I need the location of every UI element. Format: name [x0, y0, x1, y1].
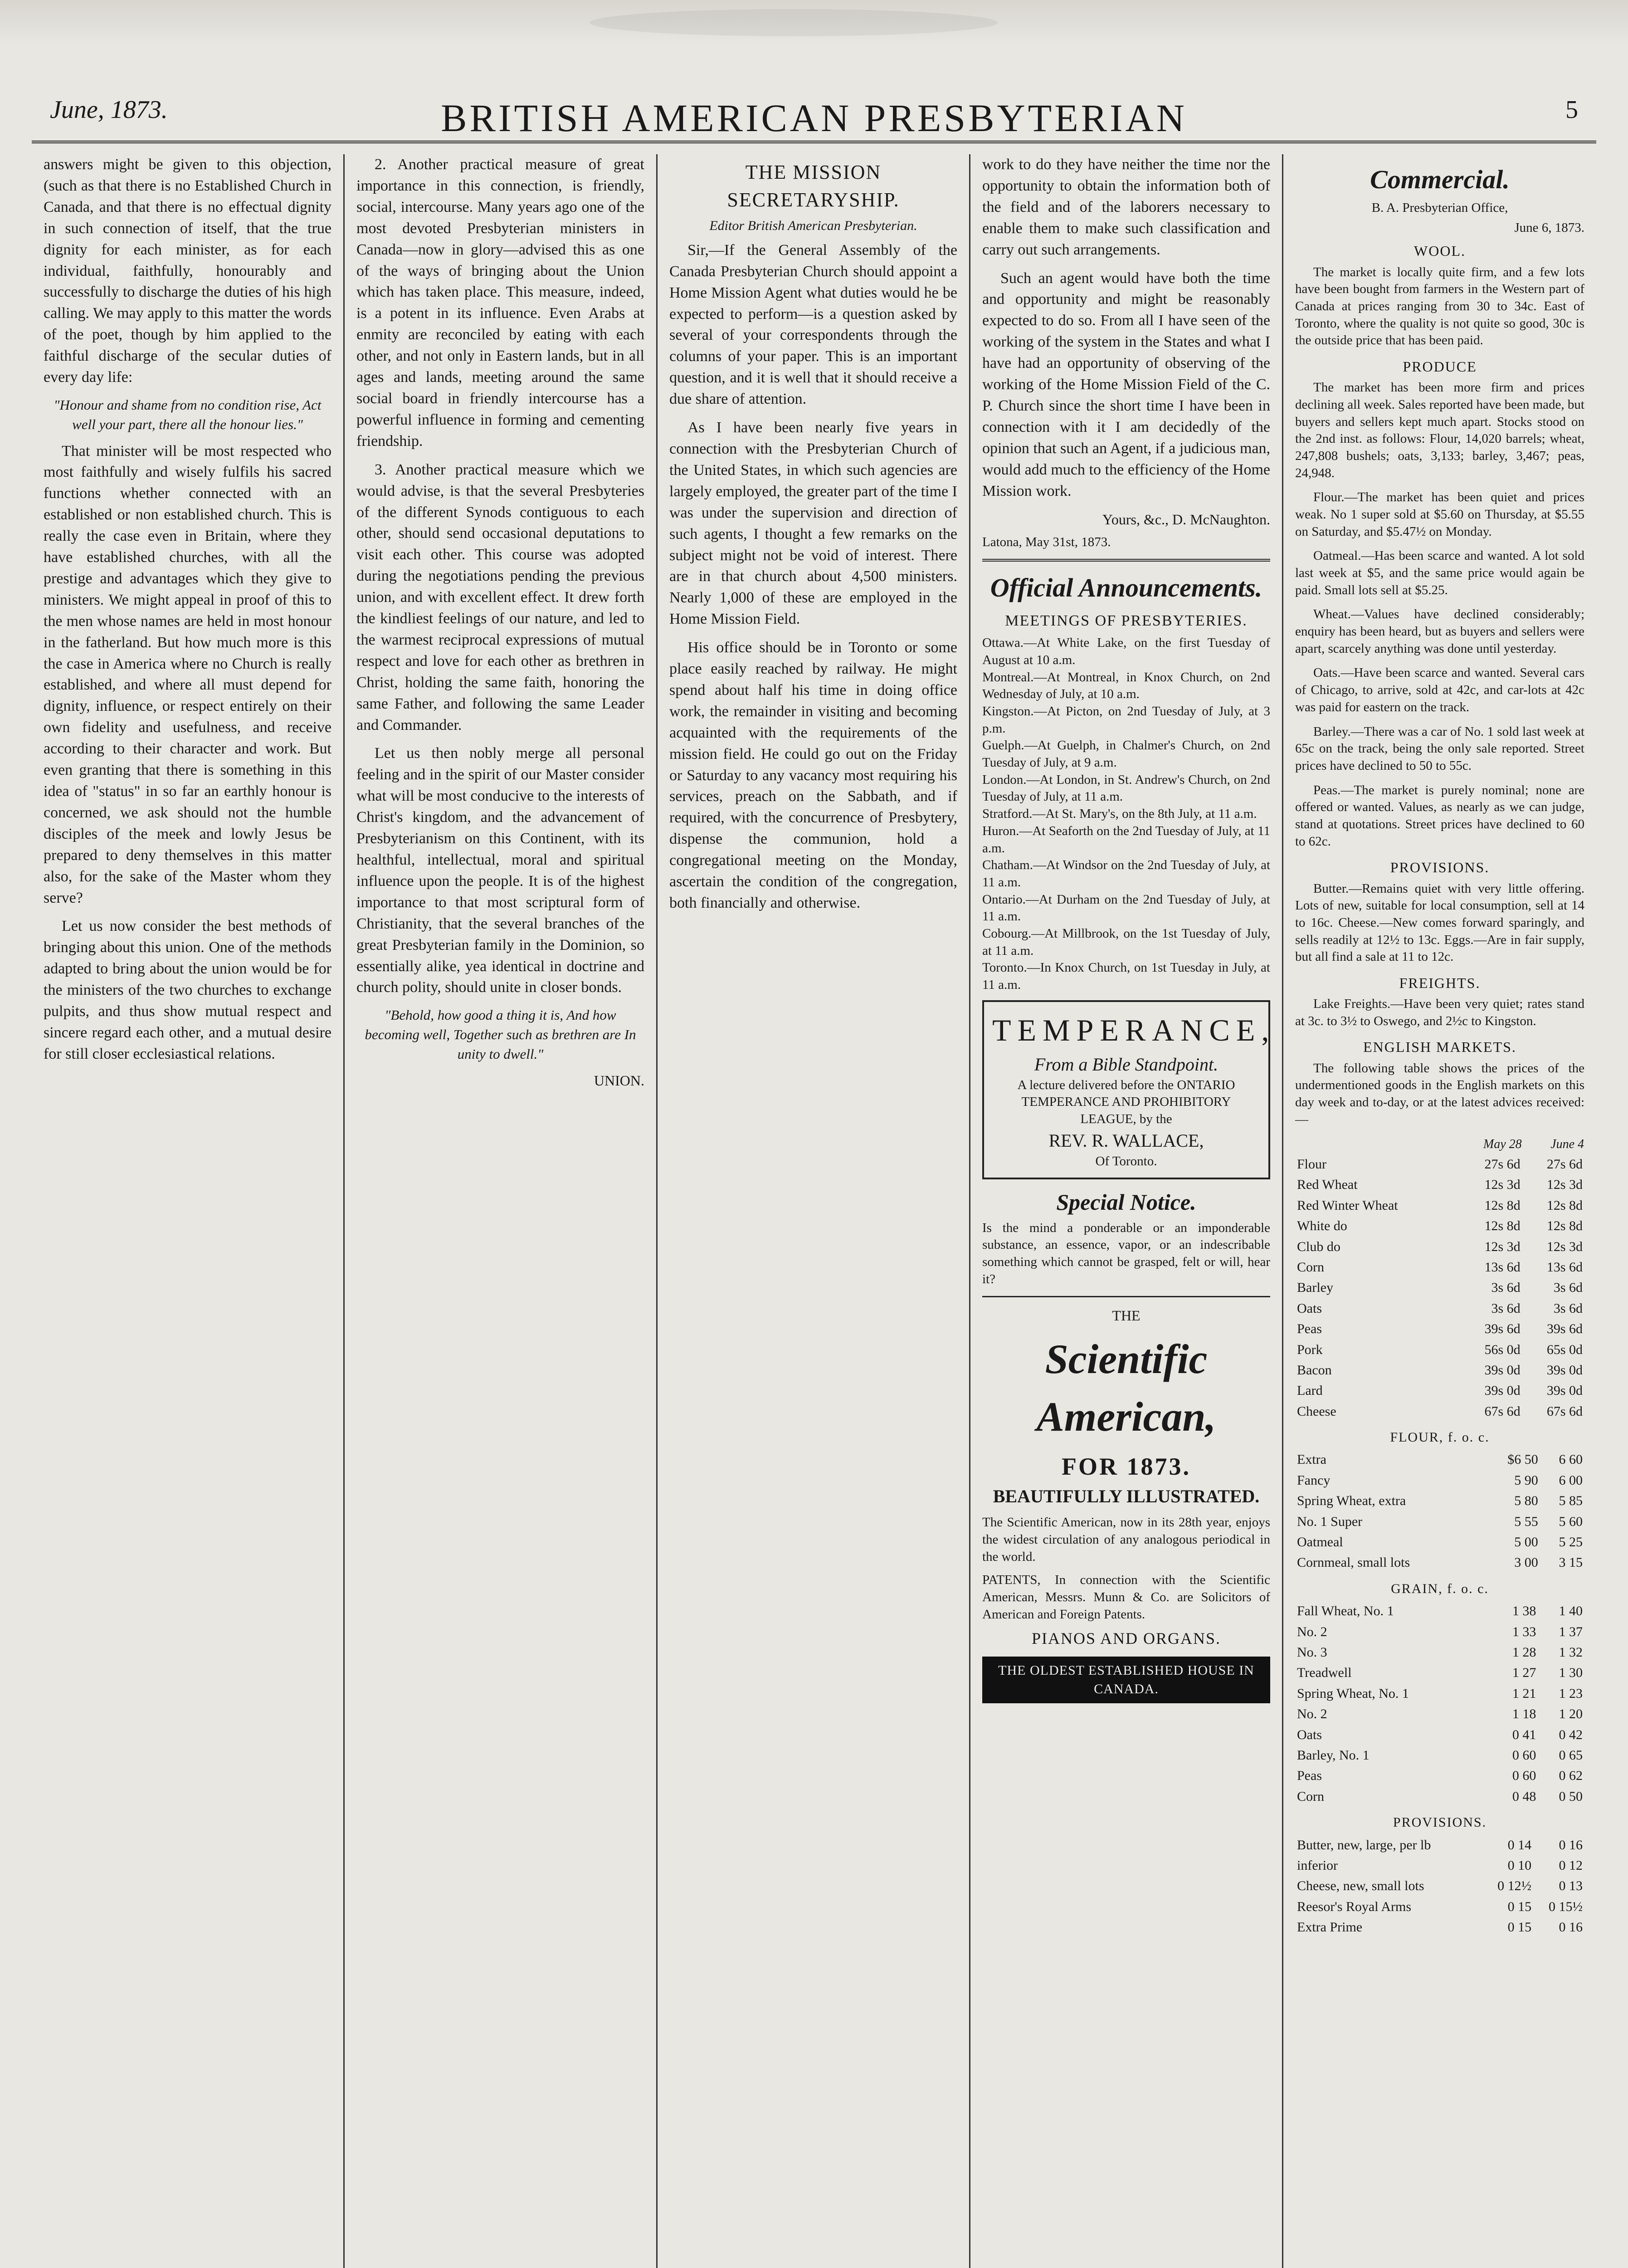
article-paragraph: answers might be given to this objection, (such as that there is no Established Church in Canada, and that there is no effectual dignity in such connection of itself, that the true dignity for each minister, as for each individual, faithfully, honourably and successfully to discharge the duties of his high calling. We may apply to this matter the words of the poet, though by him applied to the faithful discharge of the secular duties of every day life: [44, 156, 331, 386]
price-cell: 0 48 [1512, 1789, 1536, 1804]
price-cell: 39s 0d [1546, 1383, 1583, 1398]
price-cell: 1 28 [1512, 1644, 1536, 1660]
price-cell: 0 10 [1507, 1857, 1532, 1873]
office-date: June 6, 1873. [1514, 220, 1584, 235]
table-row [1295, 1704, 1584, 1724]
price-cell: 56s 0d [1484, 1342, 1521, 1357]
row-label: Barley, No. 1 [1297, 1747, 1370, 1763]
table-row [1295, 1401, 1584, 1422]
column-4 [970, 154, 1283, 2268]
price-cell: 3s 6d [1553, 1300, 1583, 1316]
price-cell: 0 60 [1512, 1747, 1536, 1763]
provisions-heading: PROVISIONS. [1390, 859, 1490, 876]
column-header: May 28 [1483, 1137, 1522, 1152]
office-line: B. A. Presbyterian Office, [1371, 200, 1508, 215]
page-number: 5 [1565, 96, 1578, 124]
row-label: Red Wheat [1297, 1177, 1358, 1193]
price-cell: 0 62 [1559, 1768, 1583, 1784]
row-label: Reesor's Royal Arms [1297, 1899, 1412, 1914]
price-cell: 0 15 [1507, 1899, 1532, 1914]
table-row [1295, 1642, 1584, 1662]
price-cell: 5 85 [1559, 1493, 1583, 1509]
masthead [32, 86, 1596, 143]
temperance-byline: A lecture delivered before the ONTARIO TEMPERANCE AND PROHIBITORY LEAGUE, by the [1017, 1077, 1235, 1127]
temperance-subtitle: From a Bible Standpoint. [1034, 1054, 1219, 1075]
price-cell: 12s 3d [1546, 1239, 1583, 1254]
row-label: Oats [1297, 1300, 1322, 1316]
table-row [1295, 1683, 1584, 1704]
article-paragraph: As I have been nearly five years in connection with the Presbyterian Church of the United States, in which such agencies are largely employed, the greater part of the time I was under the supervision and direction of such agents, I thought a few remarks on the subject might not be void of interest. There are in that church about 4,500 ministers. Nearly 1,000 of these are employed in the Home Mission Field. [669, 419, 957, 628]
meeting-notice: Huron.—At Seaforth on the 2nd Tuesday of July, at 11 a.m. [982, 823, 1270, 855]
table-row [1295, 1491, 1584, 1511]
price-cell: 13s 6d [1484, 1259, 1521, 1275]
price-cell: 67s 6d [1546, 1403, 1583, 1419]
article-paragraph: Such an agent would have both the time and opportunity and might be reasonably expected to do so. From all I have seen of the working of the system in the States and what I have had an opportunity of observing of the working of the Home Mission Field of the C. P. Church since the short time I have been in connection with it I am decidedly of the opinion that such an Agent, if a judicious man, would add much to the efficiency of the Home Mission work. [982, 269, 1270, 499]
row-label: No. 2 [1297, 1624, 1327, 1639]
table-row [1295, 1470, 1584, 1491]
price-cell: 1 37 [1559, 1624, 1583, 1639]
scientific-american-year: FOR 1873. [1062, 1453, 1191, 1481]
sci-the-label: THE [1112, 1307, 1141, 1324]
article-paragraph: 2. Another practical measure of great importance in this connection, is friendly, social, intercourse. Many years ago one of the most devoted Presbyterian ministers in Canada—now in glory—advised this as one of the ways of bringing about the Union which has taken place. This measure, indeed, is a potent in its influence. Even Arabs at enmity are reconciled by eating with each other, and not only in Eastern lands, but in all ages and lands, meeting around the same social board in friendly intercourse has a powerful influence in forming and cementing friendship. [356, 156, 644, 450]
price-cell: 39s 0d [1484, 1362, 1521, 1378]
english-markets-table [1295, 1135, 1584, 1422]
temperance-place: Of Toronto. [1095, 1154, 1157, 1168]
grain-table [1295, 1601, 1584, 1807]
temperance-ad [982, 1000, 1276, 1179]
section-heading: Official Announcements. [990, 573, 1262, 603]
price-cell: 5 90 [1514, 1472, 1538, 1488]
table-header-row [1295, 1135, 1584, 1154]
row-label: Oats [1297, 1727, 1322, 1742]
market-paragraph: Oats.—Have been scarce and wanted. Several cars of Chicago, to arrive, sold at 42c, and car-lots at 42c was paid for eastern on the track. [1295, 665, 1584, 714]
price-cell: 0 14 [1507, 1837, 1532, 1853]
section-divider [982, 1296, 1270, 1297]
price-cell: 12s 3d [1484, 1177, 1521, 1193]
commercial-heading: Commercial. [1370, 165, 1510, 194]
price-cell: 27s 6d [1546, 1157, 1583, 1172]
market-paragraph: Lake Freights.—Have been very quiet; rates stand at 3c. to 3½ to Oswego, and 2½c to Kingston. [1295, 997, 1584, 1028]
letter-dateline: Latona, May 31st, 1873. [982, 534, 1111, 549]
price-cell: 0 15 [1507, 1920, 1532, 1935]
price-cell: 1 27 [1512, 1665, 1536, 1681]
table-row [1295, 1917, 1584, 1937]
price-cell: 12s 3d [1484, 1239, 1521, 1254]
table-row [1295, 1622, 1584, 1642]
temperance-author: REV. R. WALLACE, [1048, 1130, 1204, 1151]
row-label: Cheese, new, small lots [1297, 1878, 1424, 1894]
row-label: No. 1 Super [1297, 1514, 1363, 1529]
flour-table [1295, 1449, 1584, 1573]
scientific-american-title: Scientific American, [1036, 1335, 1216, 1440]
row-label: Butter, new, large, per lb [1297, 1837, 1431, 1853]
section-divider [982, 559, 1270, 562]
price-cell: 65s 0d [1546, 1342, 1583, 1357]
price-cell: 0 12 [1559, 1857, 1583, 1873]
price-cell: 1 18 [1512, 1706, 1536, 1722]
market-paragraph: Barley.—There was a car of No. 1 sold last week at 65c on the track, being the only sale reported. Street prices have declined to 50 to 55c. [1295, 724, 1584, 773]
price-cell: 5 80 [1514, 1493, 1538, 1509]
article-signoff: UNION. [594, 1072, 644, 1089]
price-cell: 5 00 [1514, 1535, 1538, 1550]
price-cell: 1 23 [1559, 1686, 1583, 1701]
newspaper-title: BRITISH AMERICAN PRESBYTERIAN [441, 96, 1187, 140]
meeting-notice: Toronto.—In Knox Church, on 1st Tuesday in July, at 11 a.m. [982, 960, 1270, 992]
flour-heading: FLOUR, f. o. c. [1390, 1430, 1490, 1445]
price-cell: 13s 6d [1546, 1259, 1583, 1275]
issue-date: June, 1873. [50, 96, 168, 124]
price-cell: 1 30 [1559, 1665, 1583, 1681]
column-header [1295, 1135, 1460, 1154]
row-label: inferior [1297, 1857, 1338, 1873]
article-paragraph: 3. Another practical measure which we would advise, is that the several Presbyteries of the different Synods contiguous to each other, should send occasional deputations to visit each other. This course was adopted during the negotiations pending the previous union, and with excellent effect. It drew forth the kindliest feelings of our nature, and led to the warmest reciprocal expressions of mutual respect and love for each other as brethren in Christ, holding the same faith, honoring the same Father, and following the same Leader and Commander. [356, 461, 644, 733]
row-label: Barley [1297, 1280, 1333, 1295]
meeting-notice: Stratford.—At St. Mary's, on the 8th July, at 11 a.m. [982, 807, 1257, 821]
price-cell: 1 40 [1559, 1603, 1583, 1619]
columns [32, 154, 1596, 2268]
article-subheading: Editor British American Presbyterian. [709, 218, 917, 234]
table-row [1295, 1511, 1584, 1532]
table-row [1295, 1745, 1584, 1765]
table-row [1295, 1319, 1584, 1339]
table-row [1295, 1532, 1584, 1552]
row-label: Lard [1297, 1383, 1323, 1398]
market-paragraph: Flour.—The market has been quiet and prices weak. No 1 super sold at $5.60 on Thursday, at $5.55 on Saturday, and $5.47½ on Monday. [1295, 490, 1584, 539]
column-2 [345, 154, 658, 2268]
table-row [1295, 1380, 1584, 1401]
provisions-table [1295, 1835, 1584, 1938]
table-row [1295, 1601, 1584, 1621]
row-label: Oatmeal [1297, 1535, 1343, 1550]
temperance-title: TEMPERANCE, [992, 1012, 1276, 1047]
price-cell: 5 60 [1559, 1514, 1583, 1529]
row-label: Peas [1297, 1768, 1322, 1784]
price-cell: 3s 6d [1553, 1280, 1583, 1295]
pianos-ad: PIANOS AND ORGANS. [1031, 1629, 1221, 1648]
price-cell: 12s 8d [1484, 1218, 1521, 1234]
price-cell: 12s 3d [1546, 1177, 1583, 1193]
column-header: June 4 [1550, 1137, 1584, 1152]
table-row [1295, 1855, 1584, 1876]
column-5 [1283, 154, 1596, 2268]
price-cell: 5 55 [1514, 1514, 1538, 1529]
price-cell: 1 33 [1512, 1624, 1536, 1639]
row-label: White do [1297, 1218, 1347, 1234]
row-label: No. 3 [1297, 1644, 1327, 1660]
table-row [1295, 1277, 1584, 1298]
verse-quote: "Behold, how good a thing it is, And how becoming well, Together such as brethren are In unity to dwell." [365, 1007, 636, 1062]
letter-signoff: Yours, &c., D. McNaughton. [1102, 511, 1270, 528]
table-row [1295, 1897, 1584, 1917]
english-markets-body [1295, 1154, 1584, 1422]
meeting-notice: Montreal.—At Montreal, in Knox Church, on 2nd Wednesday of July, at 10 a.m. [982, 670, 1270, 702]
row-label: Spring Wheat, extra [1297, 1493, 1406, 1509]
scientific-american-text: The Scientific American, now in its 28th year, enjoys the widest circulation of any analogous periodical in the world. [982, 1515, 1270, 1564]
price-cell: 1 32 [1559, 1644, 1583, 1660]
meeting-notice: Kingston.—At Picton, on 2nd Tuesday of July, at 3 p.m. [982, 704, 1270, 736]
price-cell: 6 00 [1559, 1472, 1583, 1488]
row-label: Red Winter Wheat [1297, 1198, 1398, 1213]
row-label: Corn [1297, 1259, 1324, 1275]
table-row [1295, 1216, 1584, 1236]
price-cell: 3 00 [1514, 1555, 1538, 1570]
grain-table-body [1295, 1601, 1584, 1807]
row-label: Bacon [1297, 1362, 1332, 1378]
market-paragraph: Oatmeal.—Has been scarce and wanted. A lot sold last week at $5, and the same price would again be paid. Small lots sell at $5.25. [1295, 548, 1584, 597]
meeting-notice: Ontario.—At Durham on the 2nd Tuesday of July, at 11 a.m. [982, 892, 1270, 924]
english-markets-heading: ENGLISH MARKETS. [1363, 1039, 1516, 1056]
row-label: Corn [1297, 1789, 1324, 1804]
market-paragraph: The market has been more firm and prices declining all week. Sales reported have been made, but buyers and sellers kept much apart. Stocks stood on the 2nd inst. as follows: Flour, 14,020 barrels; wheat, 247,808 bushels; oats, 3,133; barley, 3,467; peas, 24,948. [1295, 380, 1584, 480]
price-cell: $6 50 [1507, 1452, 1538, 1467]
table-row [1295, 1195, 1584, 1216]
bottom-ad: THE OLDEST ESTABLISHED HOUSE IN CANADA. [982, 1657, 1270, 1703]
special-notice-text: Is the mind a ponderable or an imponderable substance, an essence, vapor, or an indescribable something which cannot be grasped, felt or will, hear it? [982, 1220, 1270, 1286]
price-cell: 1 38 [1512, 1603, 1536, 1619]
price-cell: 0 65 [1559, 1747, 1583, 1763]
table-row [1295, 1174, 1584, 1195]
table-row [1295, 1552, 1584, 1573]
column-1 [32, 154, 345, 2268]
table-row [1295, 1876, 1584, 1896]
meetings-heading: MEETINGS OF PRESBYTERIES. [1005, 612, 1248, 630]
freights-heading: FREIGHTS. [1399, 974, 1481, 991]
price-cell: 12s 8d [1546, 1198, 1583, 1213]
column-3 [658, 154, 970, 2268]
market-paragraph: Butter.—Remains quiet with very little offering. Lots of new, suitable for local consumption, sell at 14 to 16c. Cheese.—New comes forward sparingly, and sells readily at 12½ to 13c. Eggs.—Are in fair supply, but all find a sale at 11 to 12c. [1295, 881, 1584, 964]
price-cell: 0 41 [1512, 1727, 1536, 1742]
price-cell: 1 21 [1512, 1686, 1536, 1701]
price-cell: 0 50 [1559, 1789, 1583, 1804]
table-row [1295, 1835, 1584, 1855]
table-row [1295, 1298, 1584, 1319]
table-row [1295, 1237, 1584, 1257]
meeting-notice: Guelph.—At Guelph, in Chalmer's Church, on 2nd Tuesday of July, at 9 a.m. [982, 738, 1270, 770]
article-paragraph: Let us now consider the best methods of bringing about this union. One of the methods adapted to bring about the union would be for the ministers of the two churches to exchange pulpits, and thus show mutual respect and sincere regard each other, and a mutual desire for still closer ecclesiastical relations. [44, 918, 331, 1062]
row-label: Extra Prime [1297, 1920, 1363, 1935]
price-cell: 39s 0d [1546, 1362, 1583, 1378]
market-paragraph: The market is locally quite firm, and a few lots have been bought from farmers in the Western part of Canada at prices ranging from 30 to 34c. East of Toronto, where the quality is not quite so good, 30c is the outside price that has been paid. [1295, 264, 1584, 348]
price-cell: 27s 6d [1484, 1157, 1521, 1172]
article-paragraph: Let us then nobly merge all personal feeling and in the spirit of our Master consider what will be most conducive to the interests of Christ's kingdom, and the advancement of Presbyterianism on this Continent, with its healthful, intellectual, moral and spiritual influence upon the people. It is of the highest importance to that most scriptural form of Christianity, that the several branches of the great Presbyterian family in the Dominion, so essentially alike, yea identical in doctrine and church polity, should unite in closer bonds. [356, 745, 644, 996]
provisions-table-body [1295, 1835, 1584, 1938]
row-label: Fancy [1297, 1472, 1331, 1488]
price-cell: 0 60 [1512, 1768, 1536, 1784]
price-cell: 12s 8d [1484, 1198, 1521, 1213]
produce-heading: PRODUCE [1403, 358, 1477, 375]
article-paragraph: work to do they have neither the time nor the opportunity to obtain the information both of the field and of the laborers necessary to enable them to make such classification and carry out such arrangements. [982, 156, 1270, 258]
price-cell: 39s 6d [1546, 1321, 1583, 1337]
patents-ad: PATENTS, In connection with the Scientific American, Messrs. Munn & Co. are Solicitors of American and Foreign Patents. [982, 1573, 1270, 1622]
row-label: No. 2 [1297, 1706, 1327, 1722]
table-row [1295, 1725, 1584, 1745]
row-label: Fall Wheat, No. 1 [1297, 1603, 1394, 1619]
special-notice-heading: Special Notice. [1056, 1189, 1196, 1215]
row-label: Peas [1297, 1321, 1322, 1337]
market-paragraph: The following table shows the prices of the undermentioned goods in the English markets on this day week and to-day, or at the latest advices received:— [1295, 1061, 1584, 1127]
table-row [1295, 1339, 1584, 1360]
price-cell: 6 60 [1559, 1452, 1583, 1467]
meeting-notice: Ottawa.—At White Lake, on the first Tuesday of August at 10 a.m. [982, 635, 1270, 667]
article-paragraph: That minister will be most respected who most faithfully and wisely fulfils his sacred functions whether connected with an established or non established church. This is really the case even in Britain, where they have established churches, with all the prestige and advantages which they give to ministers. We might appeal in proof of this to the men whose names are held in most honour in the fatherland. But how much more is this the case in America where no Church is really established, and where all must depend for dignity, influence, or respect entirely on their own fidelity and usefulness, and receive according to their character and work. But even granting that there is something in this idea of "status" in so far an earthly honour is concerned, we ask should not the humble disciples of the meek and lowly Jesus be prepared to deny themselves in this matter also, for the sake of the Master whom they serve? [44, 442, 331, 906]
scientific-american-tag: BEAUTIFULLY ILLUSTRATED. [993, 1486, 1260, 1506]
article-heading: THE MISSION SECRETARYSHIP. [727, 161, 900, 211]
verse-quote: "Honour and shame from no condition rise, Act well your part, there all the honour lies." [54, 396, 322, 432]
table-row [1295, 1257, 1584, 1277]
market-paragraph: Peas.—The market is purely nominal; none are offered or wanted. Values, as nearly as we can judge, stand at quotations. Street prices have declined to 60 to 62c. [1295, 782, 1584, 849]
meeting-notice: London.—At London, in St. Andrew's Church, on 2nd Tuesday of July, at 11 a.m. [982, 772, 1270, 804]
price-cell: 0 16 [1559, 1920, 1583, 1935]
wool-heading: WOOL. [1414, 243, 1466, 259]
price-cell: 3s 6d [1491, 1280, 1521, 1295]
price-cell: 0 12½ [1497, 1878, 1532, 1894]
meeting-notice: Chatham.—At Windsor on the 2nd Tuesday of July, at 11 a.m. [982, 858, 1270, 890]
row-label: Flour [1297, 1157, 1327, 1172]
price-cell: 39s 6d [1484, 1321, 1521, 1337]
row-label: Cornmeal, small lots [1297, 1555, 1410, 1570]
price-cell: 12s 8d [1546, 1218, 1583, 1234]
price-cell: 39s 0d [1484, 1383, 1521, 1398]
row-label: Spring Wheat, No. 1 [1297, 1686, 1409, 1701]
article-paragraph: His office should be in Toronto or some place easily reached by railway. He might spend about half his time in doing office work, the remainder in visiting and becoming acquainted with the requirements of the mission field. He could go out on the Friday or Saturday to any vacancy most requiring his services, preach on the Sabbath, and if required, with the concurrence of Presbytery, dispense the communion, hold a congregational meeting on the Monday, ascertain the condition of the congregation, both financially and otherwise. [669, 639, 957, 912]
flour-table-body [1295, 1449, 1584, 1573]
meeting-notice: Cobourg.—At Millbrook, on the 1st Tuesday of July, at 11 a.m. [982, 926, 1270, 958]
table-row [1295, 1662, 1584, 1683]
price-cell: 0 15½ [1549, 1899, 1583, 1914]
price-cell: 0 16 [1559, 1837, 1583, 1853]
row-label: Pork [1297, 1342, 1323, 1357]
row-label: Cheese [1297, 1403, 1336, 1419]
table-row [1295, 1154, 1584, 1174]
price-cell: 3s 6d [1491, 1300, 1521, 1316]
ink-smudge [590, 9, 998, 36]
table-row [1295, 1765, 1584, 1786]
article-paragraph: Sir,—If the General Assembly of the Canada Presbyterian Church should appoint a Home Mission Agent what duties would he be expected to perform—is a question asked by several of your correspondents through the columns of your paper. This is an important question, and it is well that it should receive a due share of attention. [669, 241, 957, 408]
grain-heading: GRAIN, f. o. c. [1391, 1581, 1489, 1596]
price-cell: 5 25 [1559, 1535, 1583, 1550]
table-row [1295, 1449, 1584, 1470]
market-paragraph: Wheat.—Values have declined considerably; enquiry has been heard, but as buyers and sellers were apart, scarcely anything was done until yesterday. [1295, 607, 1584, 656]
price-cell: 0 42 [1559, 1727, 1583, 1742]
row-label: Extra [1297, 1452, 1326, 1467]
price-cell: 3 15 [1559, 1555, 1583, 1570]
price-cell: 1 20 [1559, 1706, 1583, 1722]
price-cell: 0 13 [1559, 1878, 1583, 1894]
provisions-prices-heading: PROVISIONS. [1393, 1815, 1487, 1830]
row-label: Treadwell [1297, 1665, 1352, 1681]
row-label: Club do [1297, 1239, 1340, 1254]
price-cell: 67s 6d [1484, 1403, 1521, 1419]
table-row [1295, 1360, 1584, 1380]
table-row [1295, 1786, 1584, 1807]
